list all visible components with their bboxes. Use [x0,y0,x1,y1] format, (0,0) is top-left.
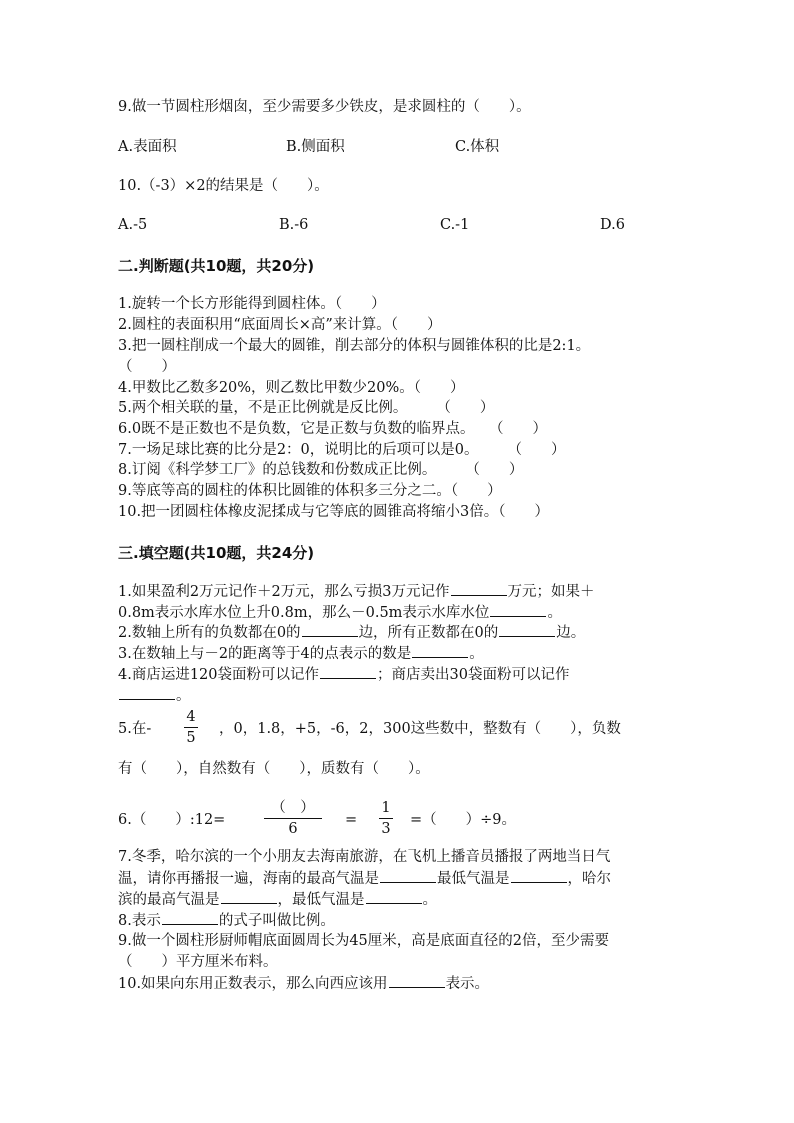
fill-q7-blank-2[interactable] [511,868,567,883]
judge-item-9: 9.等底等高的圆柱的体积比圆锥的体积多三分之二。（ ） [118,483,502,499]
fill-q1-blank-1[interactable] [451,581,507,596]
fill-q4-line1 [118,664,569,685]
fill-q4-line2 [118,685,191,706]
fill-q5-prefix: 5.在- [118,721,152,737]
fill-q2-blank-1[interactable] [302,622,358,637]
q10-option-a[interactable]: A.-5 [118,217,148,233]
judge-item-3: 3.把一圆柱削成一个最大的圆锥，削去部分的体积与圆锥体积的比是2:1。 [118,338,591,354]
fill-q7-text-d: ，哈尔 [567,871,611,887]
fill-q1-line1 [118,581,595,602]
judge-item-6: 6.0既不是正数也不是负数，它是正数与负数的临界点。 （ ） [118,421,548,437]
fill-q3-text-a: 3.在数轴上与－2的距离等于4的点表示的数是 [118,646,412,662]
fill-q7-blank-4[interactable] [366,889,422,904]
fill-q4-blank-1[interactable] [320,664,376,679]
fill-q4-text-a: 4.商店运进120袋面粉可以记作 [118,667,320,683]
fill-q4-text-c: 。 [176,688,191,704]
fill-q10-text-a: 10.如果向东用正数表示，那么向西应该用 [118,976,388,992]
section-two-title: 二.判断题(共10题，共20分) [118,257,315,275]
fill-q1-text-d: 。 [547,605,562,621]
judge-item-1: 1.旋转一个长方形能得到圆柱体。（ ） [118,296,386,312]
fill-q8-blank[interactable] [162,910,218,925]
fill-q7-line1: 7.冬季，哈尔滨的一个小朋友去海南旅游，在飞机上播音员播报了两地当日气 [118,849,611,865]
fill-q6-fraction-2 [379,799,393,838]
fill-q1-blank-2[interactable] [490,602,546,617]
fill-q7-text-c: 最低气温是 [437,871,510,887]
question-9: 9.做一节圆柱形烟囱，至少需要多少铁皮，是求圆柱的（ ）。 [118,99,531,115]
fill-q7-blank-3[interactable] [221,889,277,904]
fill-q3-text-b: 。 [469,646,484,662]
fill-q4-text-b: ；商店卖出30袋面粉可以记作 [377,667,570,683]
fill-q6-numerator[interactable]: （ ） [271,800,315,816]
fill-q2-text-c: 边。 [556,625,586,641]
fill-q5-rest: ，0，1.8，+5，-6，2，300这些数中，整数有（ ），负数 [219,721,621,737]
judge-item-5: 5.两个相关联的量，不是正比例就是反比例。 （ ） [118,400,495,416]
fill-q5-line2: 有（ ），自然数有（ ），质数有（ ）。 [118,761,430,777]
fill-q5-numerator: 4 [186,709,196,725]
judge-item-4: 4.甲数比乙数多20%，则乙数比甲数少20%。（ ） [118,380,465,396]
judge-item-3-bracket: （ ） [118,359,176,375]
q9-option-c[interactable]: C.体积 [455,139,500,155]
fill-q6-fraction-1 [264,799,322,838]
fill-q10-text-b: 表示。 [445,976,490,992]
fill-q2-blank-2[interactable] [499,622,555,637]
fill-q1-text-a: 1.如果盈利2万元记作＋2万元，那么亏损3万元记作 [118,584,450,600]
q10-option-c[interactable]: C.-1 [440,217,470,233]
fill-q2 [118,622,585,643]
fill-q9-line1: 9.做一个圆柱形厨师帽底面圆周长为45厘米，高是底面直径的2倍，至少需要 [118,933,610,949]
question-10: 10.（-3）×2的结果是（ ）。 [118,178,329,194]
fill-q6-denominator: 6 [288,821,298,837]
judge-item-7: 7.一场足球比赛的比分是2：0，说明比的后项可以是0。 （ ） [118,442,566,458]
fill-q5-denominator: 5 [186,730,196,746]
fill-q1-text-c: 0.8m表示水库水位上升0.8m，那么－0.5m表示水库水位 [118,605,490,621]
fill-q7-blank-1[interactable] [380,868,436,883]
fill-q4-blank-2[interactable] [119,685,175,700]
fill-q8-text-a: 8.表示 [118,913,161,929]
fraction-bar [264,818,322,819]
q10-option-b[interactable]: B.-6 [279,217,309,233]
fraction-bar [379,818,393,819]
fill-q7-line2 [118,868,611,889]
fill-q10 [118,973,489,994]
fraction-bar [184,727,198,728]
fill-q3-blank[interactable] [412,643,468,658]
judge-item-8: 8.订阅《科学梦工厂》的总钱数和份数成正比例。 （ ） [118,462,524,478]
fill-q7-text-b: 温，请你再播报一遍，海南的最高气温是 [118,871,379,887]
judge-item-2: 2.圆柱的表面积用“底面周长×高”来计算。（ ） [118,317,442,333]
fill-q7-line3 [118,889,437,910]
fill-q1-line2 [118,602,562,623]
fill-q3 [118,643,484,664]
fill-q6-denominator-2: 3 [381,821,391,837]
fill-q6-rest: =（ ）÷9。 [410,812,517,828]
fill-q1-text-b: 万元；如果＋ [507,584,595,600]
fill-q6-numerator-2: 1 [381,800,391,816]
fill-q2-text-a: 2.数轴上所有的负数都在0的 [118,625,301,641]
fill-q10-blank[interactable] [389,973,445,988]
fill-q6-prefix: 6.（ ）:12= [118,812,226,828]
q9-option-a[interactable]: A.表面积 [118,139,177,155]
q9-option-b[interactable]: B.侧面积 [286,139,345,155]
fill-q2-text-b: 边，所有正数都在0的 [358,625,499,641]
fill-q7-text-e: 滨的最高气温是 [118,892,220,908]
q10-option-d[interactable]: D.6 [600,217,625,233]
fill-q7-text-g: 。 [422,892,437,908]
fill-q5-fraction [184,708,198,747]
section-three-title: 三.填空题(共10题，共24分) [118,544,315,562]
fill-q8-text-b: 的式子叫做比例。 [218,913,335,929]
judge-item-10: 10.把一团圆柱体橡皮泥揉成与它等底的圆锥高将缩小3倍。（ ） [118,504,550,520]
fill-q6-equals: = [345,812,358,828]
fill-q7-text-f: ，最低气温是 [277,892,365,908]
fill-q9-line2: （ ）平方厘米布料。 [118,954,278,970]
fill-q8 [118,910,335,931]
